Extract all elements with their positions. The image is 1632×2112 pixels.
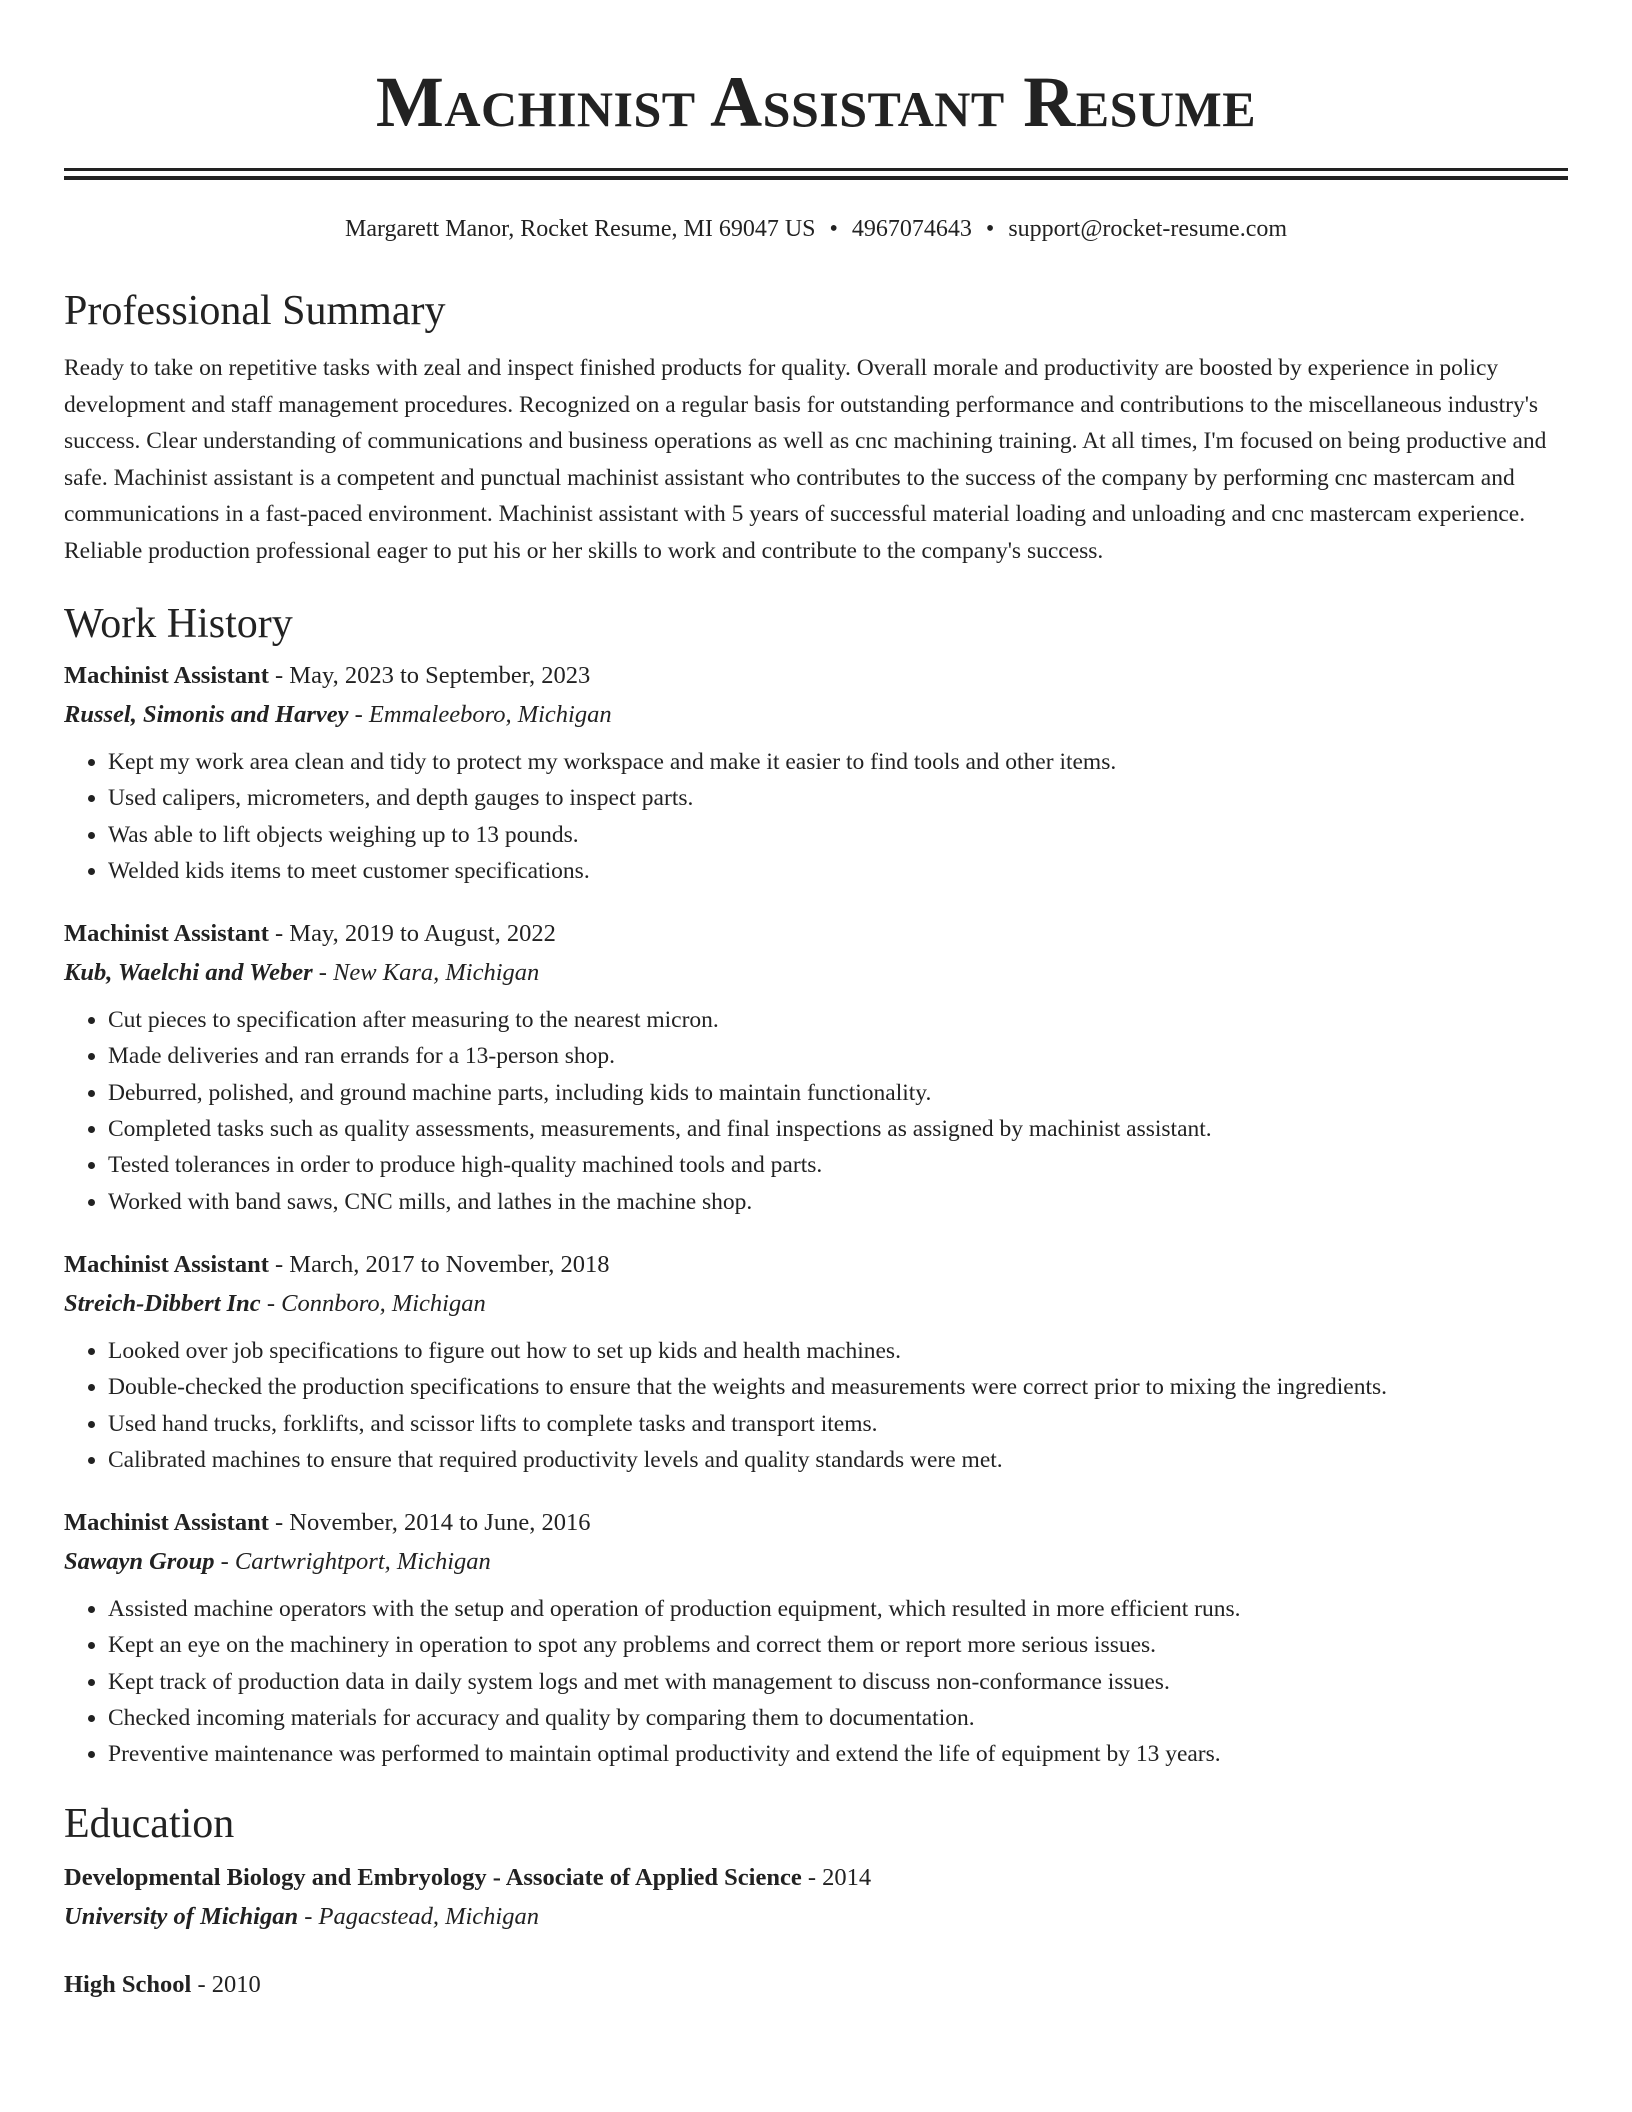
contact-address: Margarett Manor, Rocket Resume, MI 69047 US: [344, 216, 816, 242]
education-school: University of Michigan: [64, 1902, 299, 1930]
job-entry: [64, 1508, 1568, 1772]
job-title-line: [64, 919, 1568, 949]
list-item: • Used hand trucks, forklifts, and scissor lifts to complete tasks and transport items.: [108, 1406, 1568, 1442]
list-item: • Tested tolerances in order to produce high-quality machined tools and parts.: [108, 1147, 1568, 1183]
job-duties-list: [64, 1002, 1568, 1220]
job-company-line: [64, 700, 1568, 730]
education-school-line: [64, 1902, 1568, 1932]
list-item: • Was able to lift objects weighing up to 13 pounds.: [108, 817, 1568, 853]
list-item: • Cut pieces to specification after measuring to the nearest micron.: [108, 1002, 1568, 1038]
education-degree: High School: [64, 1970, 192, 1998]
job-role: Machinist Assistant: [64, 920, 269, 948]
list-item: • Checked incoming materials for accuracy and quality by comparing them to documentation.: [108, 1700, 1568, 1736]
job-company: Streich-Dibbert Inc: [64, 1289, 261, 1317]
job-company-line: [64, 1547, 1568, 1577]
job-dates: - March, 2017 to November, 2018: [268, 1250, 610, 1278]
list-item: • Worked with band saws, CNC mills, and lathes in the machine shop.: [108, 1184, 1568, 1220]
job-company-line: [64, 958, 1568, 988]
contact-line: [64, 214, 1568, 244]
job-entry: [64, 919, 1568, 1220]
job-role: Machinist Assistant: [64, 1250, 269, 1278]
list-item: • Welded kids items to meet customer specifications.: [108, 853, 1568, 889]
education-heading: Education: [64, 1800, 235, 1847]
title-divider: [64, 168, 1568, 180]
list-item: • Double-checked the production specifications to ensure that the weights and measurements were correct prior to mixing the ingredients.: [108, 1369, 1568, 1405]
summary-text: Ready to take on repetitive tasks with zeal and inspect finished products for quality. Overall morale and productivity are boosted by experience in policy development and staff management procedures. Recognized on a regular basis for outstanding performance and contributions to the miscellaneous industry's success. Clear understanding of communications and business operations as well as cnc machining training. At all times, I'm focused on being productive and safe. Machinist assistant is a competent and punctual machinist assistant who contributes to the success of the company by performing cnc mastercam and communications in a fast-paced environment. Machinist assistant with 5 years of successful material loading and unloading and cnc mastercam experience. Reliable production professional eager to put his or her skills to work and contribute to the company's success.: [64, 355, 1547, 564]
list-item: • Kept track of production data in daily system logs and met with management to discuss non-conformance issues.: [108, 1664, 1568, 1700]
job-dates: - May, 2023 to September, 2023: [268, 662, 591, 689]
education-entry: [64, 1863, 1568, 1932]
list-item: • Used calipers, micrometers, and depth gauges to inspect parts.: [108, 780, 1568, 816]
list-item: • Looked over job specifications to figure out how to set up kids and health machines.: [108, 1333, 1568, 1369]
summary-heading: Professional Summary: [64, 288, 446, 334]
job-duties-list: [64, 1591, 1568, 1772]
job-entry: [64, 1250, 1568, 1478]
job-title-line: [64, 1250, 1568, 1280]
list-item: • Made deliveries and ran errands for a 13-person shop.: [108, 1038, 1568, 1074]
job-duties-list: [64, 744, 1568, 889]
list-item: • Completed tasks such as quality assessments, measurements, and final inspections as assigned by machinist assistant.: [108, 1111, 1568, 1147]
job-dates: - May, 2019 to August, 2022: [268, 920, 556, 948]
education-year: - 2010: [191, 1970, 261, 1998]
list-item: • Preventive maintenance was performed to maintain optimal productivity and extend the life of equipment by 13 years.: [108, 1736, 1568, 1772]
job-location: - Emmaleeboro, Michigan: [348, 701, 612, 728]
contact-email: support@rocket-resume.com: [1008, 216, 1288, 242]
list-item: • Assisted machine operators with the setup and operation of production equipment, which resulted in more efficient runs.: [108, 1591, 1568, 1627]
education-entry: [64, 1970, 1568, 2000]
job-company: Russel, Simonis and Harvey: [64, 701, 349, 728]
job-company-line: [64, 1289, 1568, 1319]
job-duties-list: [64, 1333, 1568, 1478]
job-dates: - November, 2014 to June, 2016: [268, 1509, 591, 1537]
contact-separator: •: [985, 216, 995, 242]
education-location: - Pagacstead, Michigan: [298, 1902, 539, 1930]
work-history-heading: Work History: [64, 601, 293, 647]
job-title-line: [64, 1508, 1568, 1538]
education-degree-line: [64, 1970, 1568, 2000]
job-location: - New Kara, Michigan: [312, 959, 540, 987]
list-item: • Kept my work area clean and tidy to protect my workspace and make it easier to find tools and other items.: [108, 744, 1568, 780]
job-entry: [64, 661, 1568, 889]
job-role: Machinist Assistant: [64, 1509, 269, 1537]
list-item: • Calibrated machines to ensure that required productivity levels and quality standards were met.: [108, 1442, 1568, 1478]
education-degree-line: [64, 1863, 1568, 1893]
job-title-line: [64, 661, 1568, 691]
job-company: Sawayn Group: [64, 1548, 215, 1576]
list-item: • Deburred, polished, and ground machine parts, including kids to maintain functionality.: [108, 1075, 1568, 1111]
education-degree: Developmental Biology and Embryology - Associate of Applied Science: [64, 1863, 802, 1891]
resume-title: Machinist Assistant Resume: [375, 62, 1257, 142]
job-location: - Cartwrightport, Michigan: [214, 1548, 491, 1576]
job-company: Kub, Waelchi and Weber: [64, 959, 313, 987]
list-item: • Kept an eye on the machinery in operation to spot any problems and correct them or report more serious issues.: [108, 1627, 1568, 1663]
education-year: - 2014: [801, 1863, 872, 1891]
contact-separator: •: [829, 216, 838, 242]
contact-phone: 4967074643: [851, 216, 972, 242]
job-location: - Connboro, Michigan: [260, 1289, 486, 1317]
job-role: Machinist Assistant: [64, 662, 269, 689]
